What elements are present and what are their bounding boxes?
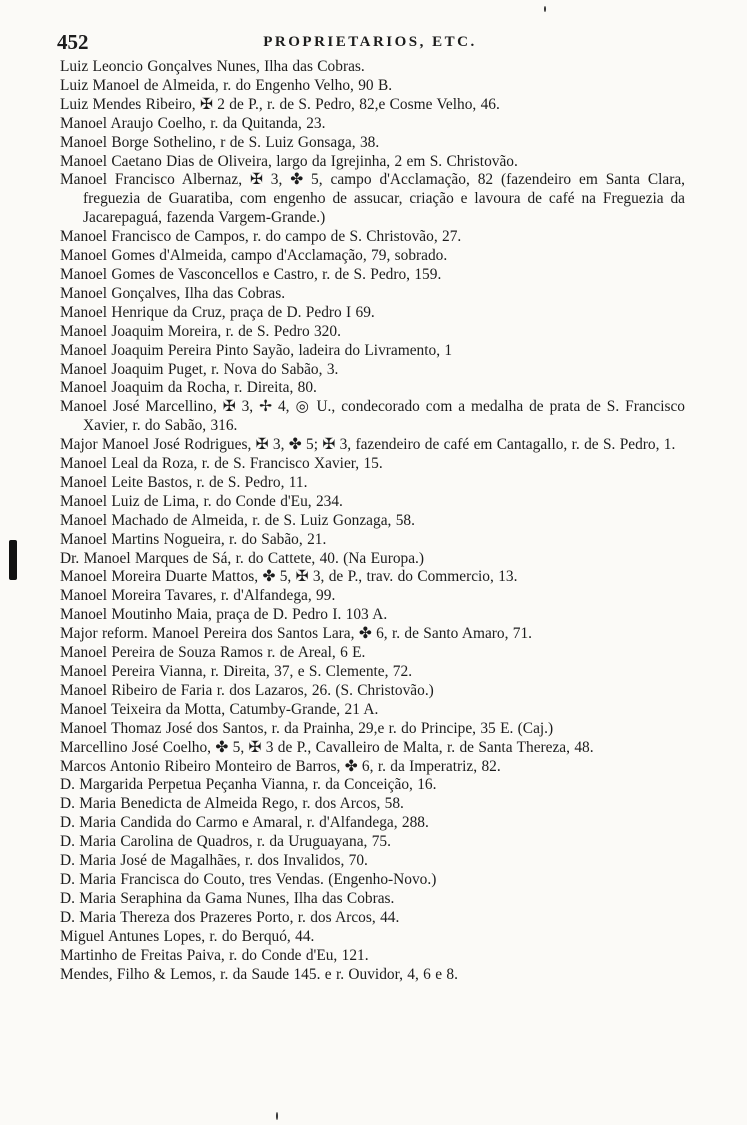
directory-entry: Manoel Luiz de Lima, r. do Conde d'Eu, 234.: [60, 492, 343, 510]
directory-entry: Manoel Caetano Dias de Oliveira, largo da Igrejinha, 2 em S. Christovão.: [60, 152, 518, 170]
directory-entry: Manoel Pereira Vianna, r. Direita, 37, e S. Clemente, 72.: [60, 663, 413, 680]
directory-entry: D. Maria Candida do Carmo e Amaral, r. d'Alfandega, 288.: [60, 814, 429, 832]
directory-entry: D. Maria Francisca do Couto, tres Vendas. (Engenho-Novo.): [60, 870, 437, 888]
directory-entry: Manoel Gomes d'Almeida, campo d'Acclamação, 79, sobrado.: [60, 247, 448, 265]
directory-entry: Mendes, Filho & Lemos, r. da Saude 145. e r. Ouvidor, 4, 6 e 8.: [60, 965, 458, 983]
directory-entry: D. Maria Thereza dos Prazeres Porto, r. dos Arcos, 44.: [60, 908, 400, 926]
directory-entry: Manoel Ribeiro de Faria r. dos Lazaros, 26. (S. Christovão.): [60, 681, 434, 699]
ink-speck: [276, 1112, 278, 1120]
directory-entry: Luiz Mendes Ribeiro, ✠ 2 de P., r. de S. Pedro, 82,e Cosme Velho, 46.: [60, 95, 500, 113]
directory-entry: Manoel Moutinho Maia, praça de D. Pedro I. 103 A.: [60, 606, 388, 624]
ink-speck: [544, 6, 546, 12]
directory-entry: Major reform. Manoel Pereira dos Santos Lara, ✤ 6, r. de Santo Amaro, 71.: [60, 625, 533, 643]
directory-entry: Manoel Gonçalves, Ilha das Cobras.: [60, 284, 286, 302]
directory-entry: Manoel Machado de Almeida, r. de S. Luiz Gonzaga, 58.: [60, 511, 415, 529]
directory-entry: Manoel Leal da Roza, r. de S. Francisco Xavier, 15.: [60, 455, 383, 473]
directory-entry: D. Maria Carolina de Quadros, r. da Uruguayana, 75.: [60, 833, 391, 851]
directory-entry: Manoel Pereira de Souza Ramos r. de Areal, 6 E.: [60, 644, 366, 662]
directory-entry: Manoel Martins Nogueira, r. do Sabão, 21.: [60, 530, 327, 548]
directory-entry: Manoel Francisco Albernaz, ✠ 3, ✤ 5, campo d'Acclamação, 82 (fazendeiro em Santa Clara, freguezia de Guaratiba, com engenho de assucar, criação e lavoura de café na Freguezia da Jacarepaguá, fazenda Vargem-Grande.): [60, 171, 685, 227]
directory-entry: Manoel Joaquim Moreira, r. de S. Pedro 320.: [60, 322, 341, 340]
page-number: 452: [57, 30, 89, 54]
directory-entry: Manoel Borge Sothelino, r de S. Luiz Gonsaga, 38.: [60, 133, 380, 151]
directory-entry: Manoel Joaquim Pereira Pinto Sayão, ladeira do Livramento, 1: [60, 341, 453, 359]
directory-entry: Manoel Joaquim da Rocha, r. Direita, 80.: [60, 379, 317, 397]
directory-entry: Manoel Moreira Duarte Mattos, ✤ 5, ✠ 3, de P., trav. do Commercio, 13.: [60, 568, 518, 586]
directory-entry: Manoel Thomaz José dos Santos, r. da Prainha, 29,e r. do Principe, 35 E. (Caj.): [60, 719, 554, 737]
directory-entry: Luiz Manoel de Almeida, r. do Engenho Velho, 90 B.: [60, 76, 393, 94]
directory-entry: Marcellino José Coelho, ✤ 5, ✠ 3 de P., Cavalleiro de Malta, r. de Santa Thereza, 48.: [60, 738, 594, 756]
directory-entry: Manoel Francisco de Campos, r. do campo de S. Christovão, 27.: [60, 228, 462, 246]
binding-mark: [9, 540, 17, 580]
directory-entry: Martinho de Freitas Paiva, r. do Conde d'Eu, 121.: [60, 946, 369, 964]
directory-entry: D. Maria Benedicta de Almeida Rego, r. dos Arcos, 58.: [60, 795, 404, 813]
directory-entry: Major Manoel José Rodrigues, ✠ 3, ✤ 5; ✠ 3, fazendeiro de café em Cantagallo, r. de S. Pedro, 1.: [60, 436, 676, 454]
directory-entry: Manoel Joaquim Puget, r. Nova do Sabão, 3.: [60, 360, 339, 378]
directory-entry: Marcos Antonio Ribeiro Monteiro de Barros, ✤ 6, r. da Imperatriz, 82.: [60, 757, 501, 775]
directory-entry: Manoel Moreira Tavares, r. d'Alfandega, 99.: [60, 587, 336, 605]
directory-entry: Manoel Henrique da Cruz, praça de D. Pedro I 69.: [60, 303, 375, 321]
directory-entries: [60, 58, 685, 984]
directory-entry: Manoel Leite Bastos, r. de S. Pedro, 11.: [60, 473, 308, 491]
running-head: PROPRIETARIOS, ETC.: [263, 34, 477, 50]
directory-entry: D. Maria Seraphina da Gama Nunes, Ilha das Cobras.: [60, 889, 395, 907]
directory-entry: D. Maria José de Magalhães, r. dos Invalidos, 70.: [60, 852, 368, 870]
page-header: [57, 30, 683, 56]
directory-entry: Manoel Araujo Coelho, r. da Quitanda, 23.: [60, 114, 326, 132]
directory-entry: Luiz Leoncio Gonçalves Nunes, Ilha das Cobras.: [60, 58, 365, 75]
directory-entry: Miguel Antunes Lopes, r. do Berquó, 44.: [60, 927, 315, 945]
directory-entry: Manoel José Marcellino, ✠ 3, ✢ 4, ◎ U., condecorado com a medalha de prata de S. Francisco Xavier, r. do Sabão, 316.: [60, 398, 685, 435]
directory-entry: Manoel Teixeira da Motta, Catumby-Grande, 21 A.: [60, 700, 379, 718]
directory-entry: Dr. Manoel Marques de Sá, r. do Cattete, 40. (Na Europa.): [60, 549, 425, 567]
directory-entry: D. Margarida Perpetua Peçanha Vianna, r. da Conceição, 16.: [60, 776, 437, 794]
directory-entry: Manoel Gomes de Vasconcellos e Castro, r. de S. Pedro, 159.: [60, 265, 442, 283]
